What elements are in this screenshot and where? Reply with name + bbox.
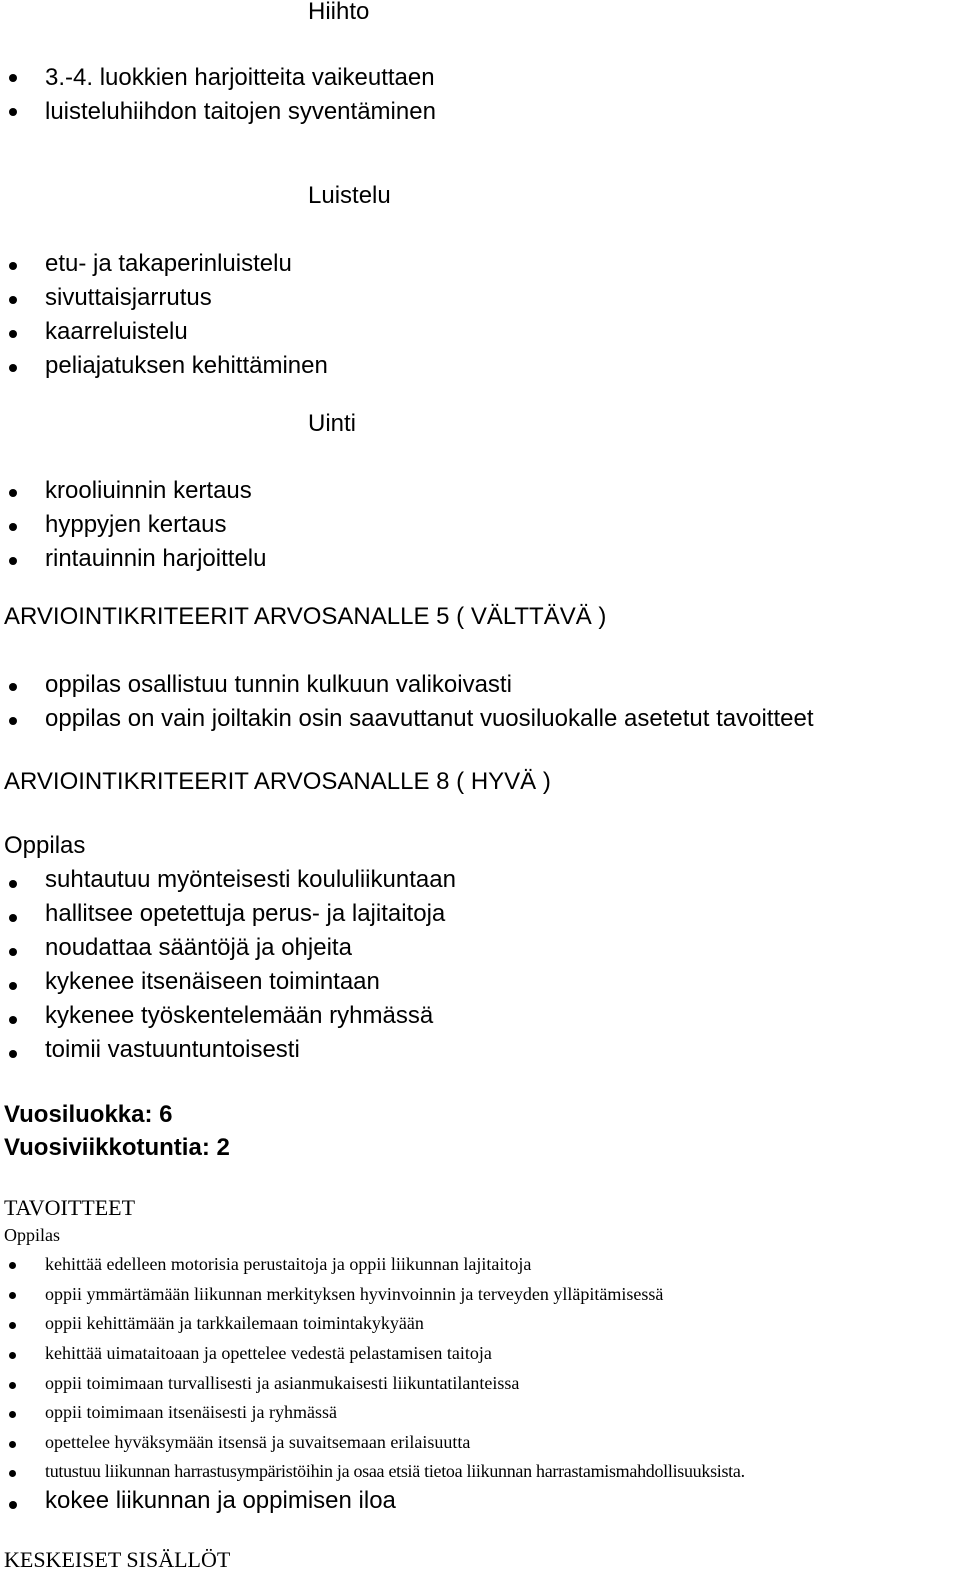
bullet-icon xyxy=(9,262,17,270)
bullet-icon xyxy=(9,982,17,990)
list-item: suhtautuu myönteisesti koululiikuntaan xyxy=(45,866,456,893)
goal-item: kehittää uimataitoaan ja opettelee vedestä pelastamisen taitoja xyxy=(45,1343,492,1363)
goal-item: oppii toimimaan turvallisesti ja asianmukaisesti liikuntatilanteissa xyxy=(45,1373,520,1393)
goal-item: oppii toimimaan itsenäisesti ja ryhmässä xyxy=(45,1402,337,1422)
bullet-icon xyxy=(9,914,17,922)
criteria-8-heading: ARVIOINTIKRITEERIT ARVOSANALLE 8 ( HYVÄ ) xyxy=(4,768,551,795)
grade-label: Vuosiluokka: 6 xyxy=(4,1101,173,1128)
list-item: peliajatuksen kehittäminen xyxy=(45,352,328,379)
list-item: krooliuinnin kertaus xyxy=(45,477,252,504)
goal-item: oppii kehittämään ja tarkkailemaan toimintakykyään xyxy=(45,1313,424,1333)
list-item: etu- ja takaperinluistelu xyxy=(45,250,292,277)
section-heading-luistelu: Luistelu xyxy=(308,182,391,209)
list-item: 3.-4. luokkien harjoitteita vaikeuttaen xyxy=(45,64,435,91)
list-item: kaarreluistelu xyxy=(45,318,188,345)
bullet-icon xyxy=(9,296,17,304)
bullet-icon xyxy=(9,1352,16,1359)
list-item: kykenee työskentelemään ryhmässä xyxy=(45,1002,434,1029)
list-item: oppilas on vain joiltakin osin saavuttanut vuosiluokalle asetetut tavoitteet xyxy=(45,705,814,732)
list-item: hallitsee opetettuja perus- ja lajitaitoja xyxy=(45,900,446,927)
list-item: rintauinnin harjoittelu xyxy=(45,545,267,572)
goal-item: kehittää edelleen motorisia perustaitoja ja oppii liikunnan lajitaitoja xyxy=(45,1254,532,1274)
goal-item: oppii ymmärtämään liikunnan merkityksen hyvinvoinnin ja terveyden ylläpitämisessä xyxy=(45,1284,664,1304)
bullet-icon xyxy=(9,1292,16,1299)
goal-item: opettelee hyväksymään itsensä ja suvaitsemaan erilaisuutta xyxy=(45,1432,471,1452)
goal-item: tutustuu liikunnan harrastusympäristöihin ja osaa etsiä tietoa liikunnan harrastamismahdollisuuksista. xyxy=(45,1461,745,1481)
list-item: hyppyjen kertaus xyxy=(45,511,227,538)
list-item: noudattaa sääntöjä ja ohjeita xyxy=(45,934,352,961)
bullet-icon xyxy=(9,108,17,116)
bullet-icon xyxy=(9,1501,17,1509)
section-heading-hiihto: Hiihto xyxy=(308,0,370,25)
bullet-icon xyxy=(9,330,17,338)
bullet-icon xyxy=(9,557,17,565)
bullet-icon xyxy=(9,364,17,372)
goals-intro: Oppilas xyxy=(4,1225,60,1245)
list-item: oppilas osallistuu tunnin kulkuun valikoivasti xyxy=(45,671,512,698)
contents-heading: KESKEISET SISÄLLÖT xyxy=(4,1547,231,1572)
bullet-icon xyxy=(9,1411,16,1418)
bullet-icon xyxy=(9,683,17,691)
bullet-icon xyxy=(9,1262,16,1269)
list-item: toimii vastuuntuntoisesti xyxy=(45,1036,300,1063)
weekly-hours-label: Vuosiviikkotuntia: 2 xyxy=(4,1134,230,1161)
bullet-icon xyxy=(9,717,17,725)
list-item: kykenee itsenäiseen toimintaan xyxy=(45,968,380,995)
bullet-icon xyxy=(9,1016,17,1024)
bullet-icon xyxy=(9,1470,16,1477)
bullet-icon xyxy=(9,948,17,956)
bullet-icon xyxy=(9,523,17,531)
bullet-icon xyxy=(9,74,17,82)
bullet-icon xyxy=(9,1050,17,1058)
criteria-8-intro: Oppilas xyxy=(4,832,86,859)
goals-heading: TAVOITTEET xyxy=(4,1195,136,1220)
bullet-icon xyxy=(9,1382,16,1389)
criteria-5-heading: ARVIOINTIKRITEERIT ARVOSANALLE 5 ( VÄLTTÄVÄ ) xyxy=(4,603,607,630)
bullet-icon xyxy=(9,880,17,888)
bullet-icon xyxy=(9,1322,16,1329)
bullet-icon xyxy=(9,489,17,497)
list-item: sivuttaisjarrutus xyxy=(45,284,212,311)
section-heading-uinti: Uinti xyxy=(308,410,357,437)
list-item: luisteluhiihdon taitojen syventäminen xyxy=(45,98,436,125)
bullet-icon xyxy=(9,1441,16,1448)
goal-item-last: kokee liikunnan ja oppimisen iloa xyxy=(45,1487,396,1514)
